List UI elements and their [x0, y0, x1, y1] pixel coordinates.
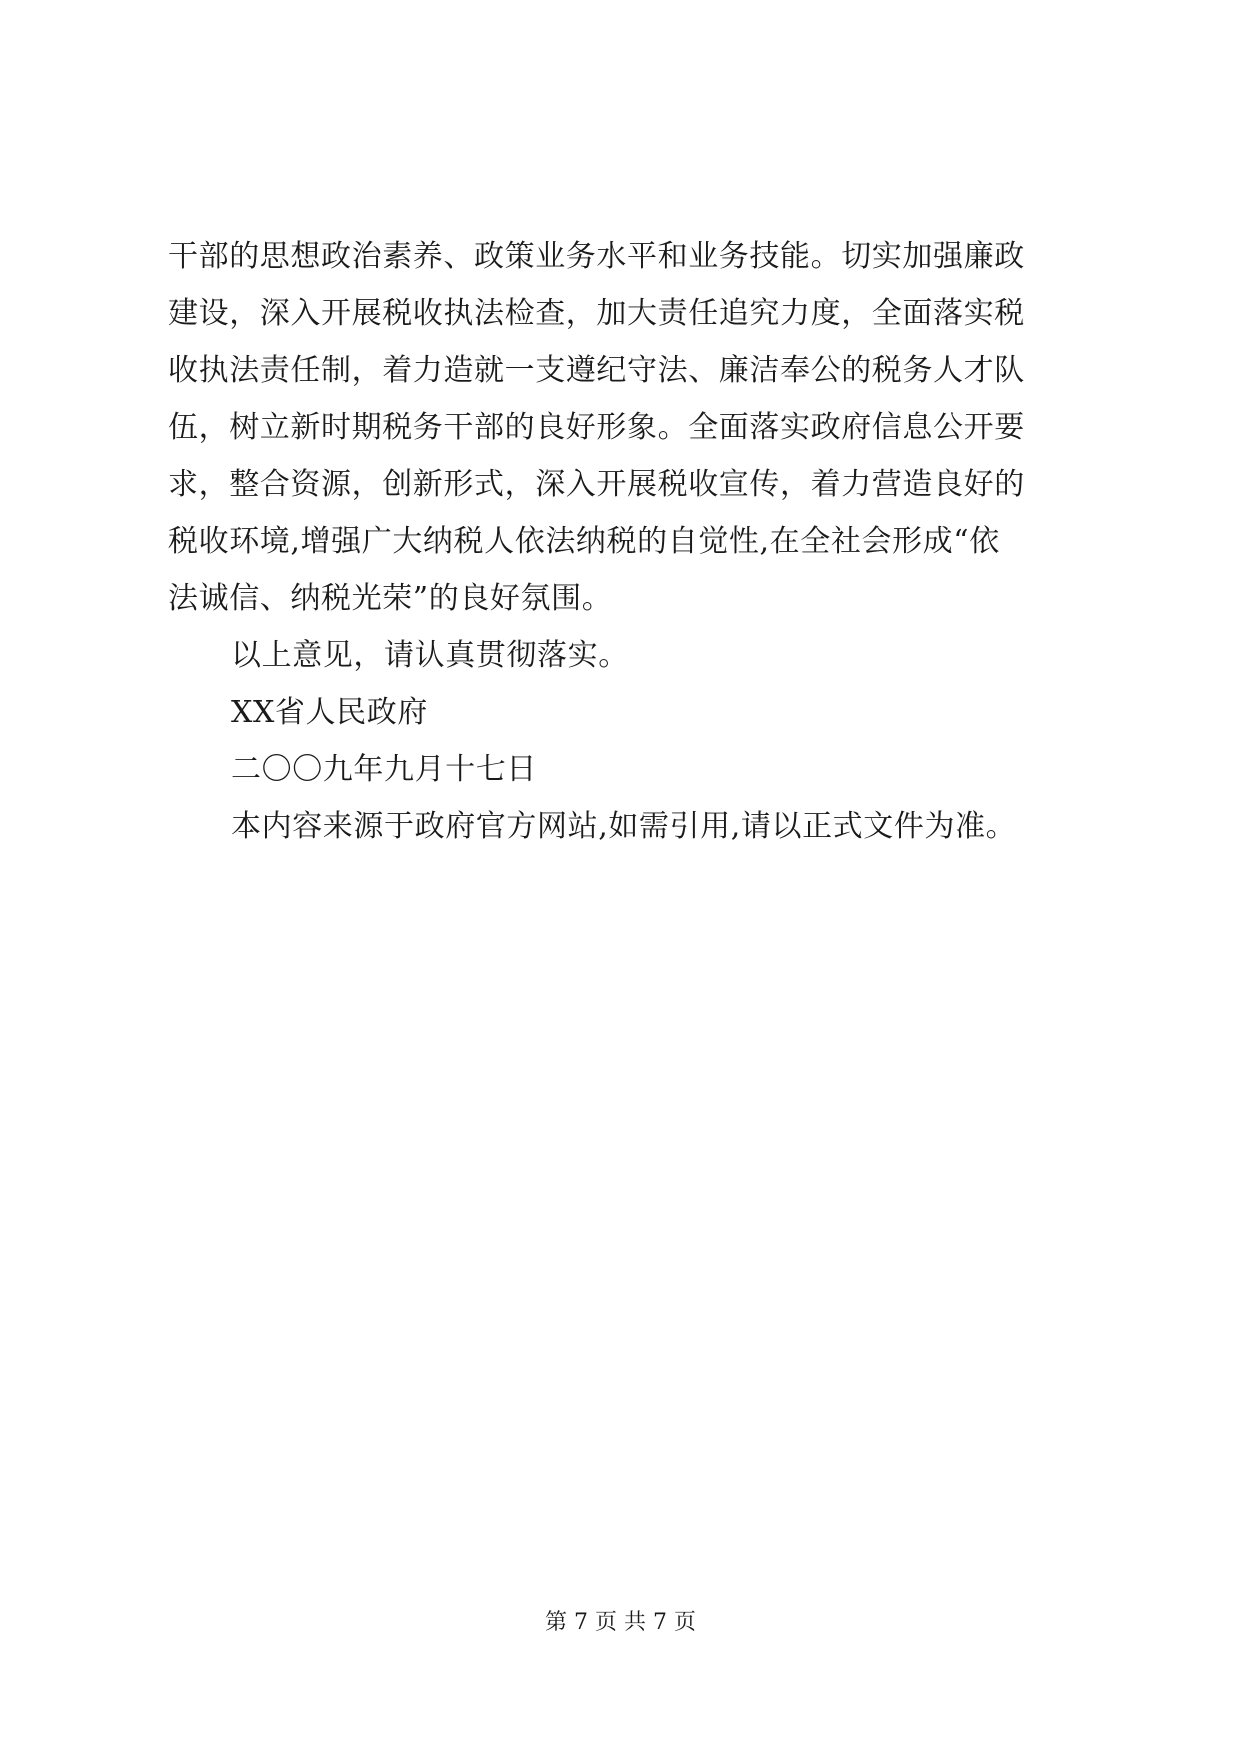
body-line-2: 建设，深入开展税收执法检查，加大责任追究力度，全面落实税	[168, 296, 1025, 331]
page-number-footer: 第 7 页 共 7 页	[545, 1610, 696, 1635]
issue-date: 二〇〇九年九月十七日	[231, 752, 537, 787]
issuer-name: XX省人民政府	[231, 695, 428, 730]
body-line-1: 干部的思想政治素养、政策业务水平和业务技能。切实加强廉政	[168, 239, 1025, 274]
body-line-3: 收执法责任制，着力造就一支遵纪守法、廉洁奉公的税务人才队	[168, 353, 1025, 388]
body-line-7: 法诚信、纳税光荣”的良好氛围。	[168, 581, 613, 616]
closing-statement: 以上意见，请认真贯彻落实。	[231, 638, 629, 673]
body-line-5: 求，整合资源，创新形式，深入开展税收宣传，着力营造良好的	[168, 467, 1025, 502]
source-note: 本内容来源于政府官方网站,如需引用,请以正式文件为准。	[231, 809, 1017, 844]
body-line-4: 伍，树立新时期税务干部的良好形象。全面落实政府信息公开要	[168, 410, 1025, 445]
document-body	[168, 228, 1078, 855]
body-line-6: 税收环境,增强广大纳税人依法纳税的自觉性,在全社会形成“依	[168, 524, 1000, 559]
